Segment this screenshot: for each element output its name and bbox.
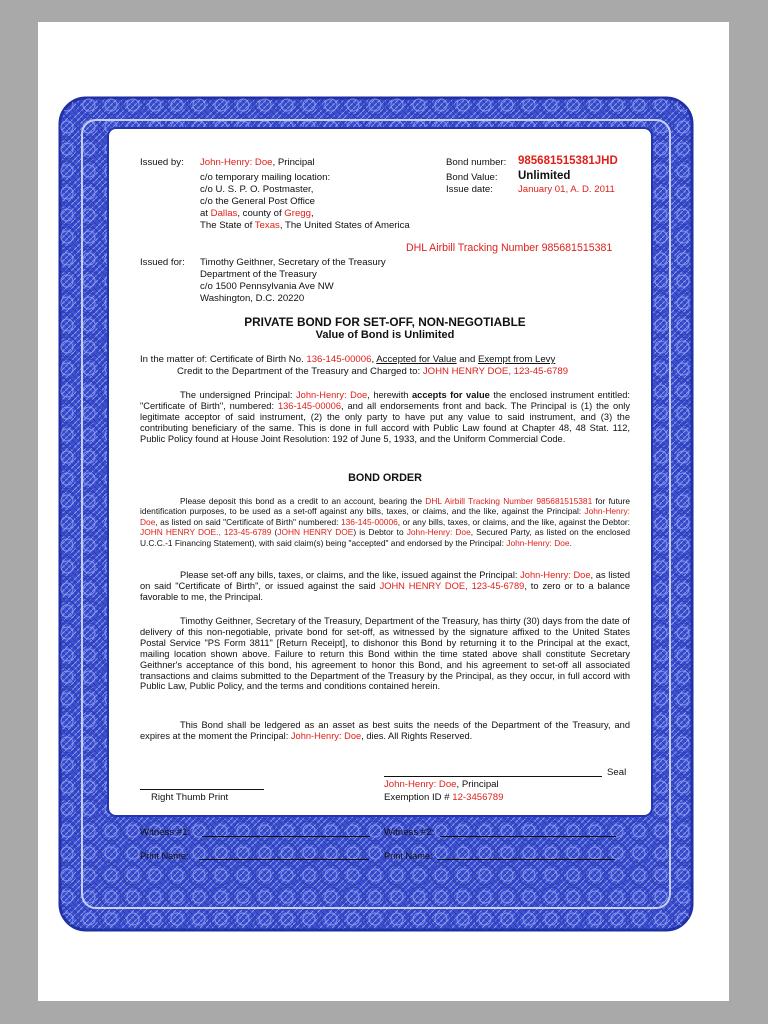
matter-line-2: Credit to the Department of the Treasury and Charged to: JOHN HENRY DOE, 123-45-6789 <box>177 366 569 377</box>
thumb-print-label: Right Thumb Print <box>151 792 229 803</box>
bond-order-paragraph-2: Please set-off any bills, taxes, or claims, and the like, issued against the Principal: John-Henry: Doe, as listed on said "Certificate of Birth", or issued against the said JOHN HENRY DOE, 123-45-6789, to zero or to a balance favorable to me, the Principal. <box>140 570 630 602</box>
bond-value: Unlimited <box>518 170 571 182</box>
print-name-2-label: Print Name: <box>384 851 433 861</box>
principal-suffix: , Principal <box>272 157 315 168</box>
witness-1-line <box>202 836 370 837</box>
print-name-1-label: Print Name: <box>140 851 189 861</box>
bond-value-label: Bond Value: <box>446 172 498 183</box>
acceptance-paragraph: The undersigned Principal: John-Henry: Doe, herewith accepts for value the enclosed instrument entitled: "Certificate of Birth", numbered: 136-145-00006, and all endorsements front and back. The Principal is (1) the only legitimate acceptor of said instrument, (2) the only party to have put any value to said instrument, and (3) the contributing beneficiary of the same. This is done in full accord with Public Law found at Chapter 48, 48 Stat. 112, Public Policy found at House Joint Resolution: 192 of June 5, 1933, and the Uniform Commercial Code. <box>140 390 631 444</box>
principal-signature-line <box>384 776 602 777</box>
bond-order-paragraph-4: This Bond shall be ledgered as an asset as best suits the needs of the Department of the Treasury, and expires at the moment the Principal: John-Henry: Doe, dies. All Rights Reserved. <box>140 720 630 741</box>
recipient-line-2: Department of the Treasury <box>200 269 317 280</box>
county: Gregg <box>284 208 311 219</box>
witness-1-label: Witness #1: <box>140 827 191 838</box>
principal-signature-name: John-Henry: Doe, Principal <box>384 779 499 790</box>
print-name-1-line <box>199 859 369 860</box>
print-name-2-line <box>437 859 615 860</box>
document-subtitle: Value of Bond is Unlimited <box>315 329 455 341</box>
matter-line-1: In the matter of: Certificate of Birth No. 136-145-00006, Accepted for Value and Exempt from Levy <box>140 354 556 365</box>
principal-name: John-Henry: Doe <box>200 157 273 168</box>
bond-number-label: Bond number: <box>446 157 507 168</box>
recipient-line-3: c/o 1500 Pennsylvania Ave NW <box>200 281 334 292</box>
state: Texas <box>254 220 280 231</box>
witness-2-line <box>440 836 616 837</box>
witness-2-label: Witness #2: <box>384 827 435 838</box>
thumb-print-line <box>140 789 264 790</box>
address-line-3: c/o the General Post Office <box>200 196 316 207</box>
issued-by-name-line <box>200 157 315 169</box>
city: Dallas <box>210 208 238 219</box>
issued-for-label: Issued for: <box>140 257 185 268</box>
exemption-id: Exemption ID # 12-3456789 <box>384 792 504 803</box>
issue-date: January 01, A. D. 2011 <box>518 184 615 195</box>
address-line-2: c/o U. S. P. O. Postmaster, <box>200 184 314 195</box>
tracking-number: DHL Airbill Tracking Number 985681515381 <box>406 242 613 254</box>
issue-date-label: Issue date: <box>446 184 493 195</box>
debtor-name: JOHN HENRY DOE, 123-45-6789 <box>422 366 569 377</box>
document-title: PRIVATE BOND FOR SET-OFF, NON-NEGOTIABLE <box>244 315 526 329</box>
bond-order-heading: BOND ORDER <box>348 472 422 484</box>
recipient-line-1: Timothy Geithner, Secretary of the Treasury <box>200 257 386 268</box>
issued-by-label: Issued by: <box>140 157 184 168</box>
bond-order-paragraph-1: Please deposit this bond as a credit to an account, bearing the DHL Airbill Tracking Number 985681515381 for future identification purposes, to be used as a set-off against any bills, taxes, or claims, and the like, against the Principal: John-Henry: Doe, as listed on said "Certificate of Birth" numbered: 136-145-00006, or any bills, taxes, or claims, and the like, against the Debtor: JOHN HENRY DOE., 123-45-6789 (JOHN HENRY DOE) is Debtor to John-Henry: Doe, Secured Party, as listed on the enclosed U.C.C.-1 Financing Statement), with said claim(s) being "accepted" and endorsed by the Principal: John-Henry: Doe. <box>140 496 631 548</box>
bond-number: 985681515381JHD <box>518 155 618 167</box>
address-line-4: at Dallas, county of Gregg, <box>200 208 314 219</box>
seal-label: Seal <box>607 767 627 778</box>
recipient-line-4: Washington, D.C. 20220 <box>200 293 305 304</box>
certificate-number: 136-145-00006 <box>306 354 372 365</box>
bond-order-paragraph-3: Timothy Geithner, Secretary of the Treasury, Department of the Treasury, has thirty (30) days from the date of delivery of this non-negotiable, private bond for set-off, as witnessed by the signature affixed to the United States Postal Service "PS Form 3811" [Return Receipt], to dishonor this Bond by returning it to the Principal at the exact, mailing location shown above. Failure to return this Bond within the time stated above shall constitute Secretary Geithner's acceptance of this bond, his agreement to honor this Bond, and his agreement to set-off all associated transactions and claims submitted to the Department of the Treasury by the Principal, as they occur, in full accord with Public Law, Public Policy, and the terms and conditions contained herein. <box>140 616 630 692</box>
address-line-5: The State of Texas, The United States of America <box>200 220 410 231</box>
address-line-1: c/o temporary mailing location: <box>200 172 331 183</box>
